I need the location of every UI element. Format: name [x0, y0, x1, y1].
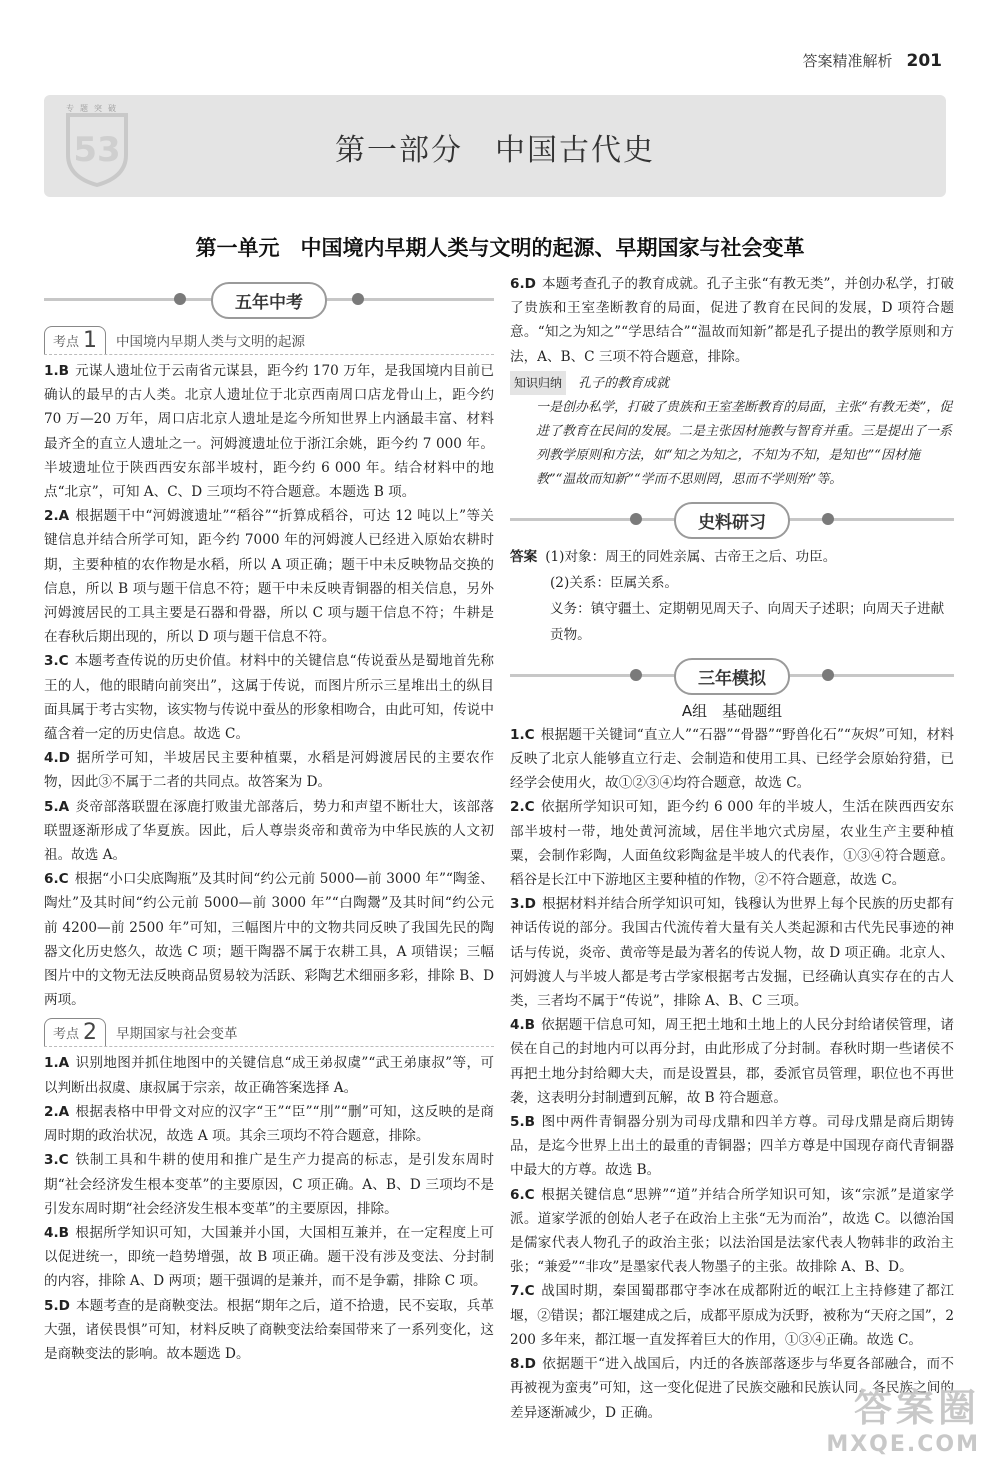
- section-title: 三年模拟: [674, 658, 790, 695]
- section-title: 五年中考: [211, 282, 327, 319]
- answer-item: 1.A 识别地图并抓住地图中的关键信息“成王弟叔虞”“武王弟康叔”等，可以判断出叔虞、康叔属于宗亲，故正确答案选择 A。: [44, 1055, 494, 1096]
- dot-icon: [822, 513, 834, 525]
- answer-item: 5.B 图中两件青铜器分别为司母戊鼎和四羊方尊。司母戊鼎是商后期铸品，是迄今世界上出土的最重的青铜器；四羊方尊是中国现存商代青铜器中最大的方尊。故选 B。: [510, 1114, 954, 1179]
- answer-item: 4.B 依据题干信息可知，周王把土地和土地上的人民分封给诸侯管理，诸侯在自己的封地内可以再分封，由此形成了分封制。春秋时期一些诸侯不再把土地分封给卿大夫，而是设置县，郡，委派官员管理，职位也不再世袭，这表明分封制遭到瓦解，故 B 符合题意。: [510, 1017, 954, 1106]
- site-watermark: [826, 1377, 980, 1457]
- answer-item: 1.B 元谋人遗址位于云南省元谋县，距今约 170 万年，是我国境内目前已确认的最早的古人类。北京人遗址位于北京西南周口店龙骨山上，距今约 70 万—20 万年，周口店北京人遗址是迄今所知世界上内涵最丰富、材料最齐全的直立人遗址之一。河姆渡遗址位于浙江余姚，距今约 7 000 年。半坡遗址位于陕西西安东部半坡村，距今约 6 000 年。结合材料中的地点“北京”，可知 A、C、D 三项均不符合题意。本题选 B 项。: [44, 363, 494, 501]
- answer-item: 3.C 铁制工具和牛耕的使用和推广是生产力提高的标志，是引发东周时期“社会经济发生根本变革”的主要原因，C 项正确。A、B、D 三项均不是引发东周时期“社会经济发生根本变革”的主要原因，排除。: [44, 1152, 494, 1217]
- topic-title: 中国境内早期人类与文明的起源: [116, 334, 306, 350]
- topic-title: 早期国家与社会变革: [116, 1026, 238, 1043]
- answer-label: 答案: [510, 548, 538, 565]
- section-history: [510, 498, 954, 540]
- dot-icon: [630, 513, 642, 525]
- page-number: 201: [906, 50, 942, 71]
- unit-title: 第一单元 中国境内早期人类与文明的起源、早期国家与社会变革: [195, 236, 805, 260]
- logo-text: 53: [73, 130, 121, 170]
- topic-2-answers: [44, 1051, 494, 1366]
- topic-badge: 考点 1: [44, 326, 106, 354]
- logo-tag: 专题突破: [66, 104, 122, 113]
- answer-item: 2.C 依据所学知识可知，距今约 6 000 年的半坡人，生活在陕西西安东部半坡村一带，地处黄河流域，居住半地穴式房屋，农业生产主要种植粟，会制作彩陶，人面鱼纹彩陶盆是半坡人的代表作，①③④符合题意。稻谷是长江中下游地区主要种植的作物，②不符合题意，故选 C。: [510, 799, 954, 889]
- right-column: [510, 272, 954, 1425]
- group-title: A组 基础题组: [681, 701, 783, 720]
- page-header: [802, 50, 942, 71]
- answer-item: 1.C 根据题干关键词“直立人”“石器”“骨器”“野兽化石”“灰烬”可知，材料反映了北京人能够直立行走、会制造和使用工具、已经学会原始狩猎，已经学会使用火，故①②③④均符合题意，故选 C。: [510, 726, 954, 792]
- answer-item: 6.C 根据“小口尖底陶瓶”及其时间“约公元前 5000—前 3000 年”“陶釜、陶灶”及其时间“约公元前 5000—前 3000 年”“白陶鬶”及其时间“约公元前 4200—前 2500 年”可知，三幅图片中的文物共同反映了我国先民的陶器文化历史悠久，故选 C 项；题干陶器不属于农耕工具，A 项错误；三幅图片中的文物无法反映商品贸易较为活跃、彩陶艺术细丽多彩，排除 B、D 两项。: [44, 871, 494, 1009]
- three-year-answers: [510, 723, 954, 1425]
- section-title: 史料研习: [674, 502, 790, 539]
- answer-item: 4.B 根据所学知识可知，大国兼并小国，大国相互兼并，在一定程度上可以促进统一，即统一趋势增强，故 B 项正确。题干没有涉及变法、分封制的内容，排除 A、D 两项；题干强调的是兼并，而不是争霸，排除 C 项。: [44, 1224, 494, 1290]
- watermark-main: 答案圈: [853, 1386, 980, 1430]
- answer-item: 8.D 依据题干“进入战国后，内迁的各族部落逐步与华夏各部融合，而不再被视为蛮夷”可知，这一变化促进了民族交融和民族认同，各民族之间的差异逐渐减少，D 正确。: [510, 1356, 954, 1421]
- knowledge-title: 孔子的教育成就: [578, 375, 670, 391]
- answer-item: 5.D 本题考查的是商鞅变法。根据“期年之后，道不拾遗，民不妄取，兵革大强，诸侯畏惧”可知，材料反映了商鞅变法给秦国带来了一系列变化，这是商鞅变法的影响。故本题选 D。: [44, 1297, 494, 1362]
- dot-icon: [174, 293, 186, 305]
- answer-item: 4.D 据所学可知，半坡居民主要种植粟，水稻是河姆渡居民的主要农作物，因此③不属于二者的共同点。故答案为 D。: [44, 750, 494, 791]
- part-banner: [44, 95, 946, 197]
- section-five-year: [44, 278, 494, 320]
- answer-item: 6.D 本题考查孔子的教育成就。孔子主张“有教无类”，并创办私学，打破了贵族和王室垄断教育的局面，促进了教育在民间的发展，D 项符合题意。“知之为知之”“学思结合”“温故而知新”都是孔子提出的教学原则和方法，A、B、C 三项不符合题意，排除。: [510, 276, 954, 365]
- answer-item: 3.C 本题考查传说的历史价值。材料中的关键信息“传说蚕丛是蜀地首先称王的人，他的眼睛向前突出”，这属于传说，而图片所示三星堆出土的纵目面具属于考古实物，该实物与传说中蚕丛的形象相吻合，由此可知，传说中蕴含着一定的历史信息。故选 C。: [44, 653, 494, 743]
- topic-1-header: [44, 326, 494, 355]
- watermark-url: MXQE.COM: [826, 1432, 980, 1457]
- topic-2-header: [44, 1018, 494, 1047]
- topic-badge: 考点 2: [44, 1018, 106, 1046]
- answer-item: 7.C 战国时期，秦国蜀郡郡守李冰在成都附近的岷江上主持修建了都江堰，②错误；都江堰建成之后，成都平原成为沃野，被称为“天府之国”，2 200 多年来，都江堰一直发挥着巨大的作用，①③④正确。故选 C。: [510, 1283, 954, 1348]
- answer-item: 3.D 根据材料并结合所学知识可知，钱穆认为世界上每个民族的历史都有神话传说的部分。我国古代流传着大量有关人类起源和古代先民事迹的神话与传说，炎帝、黄帝等是最为著名的传说人物，故 D 项正确。北京人、河姆渡人与半坡人都是考古学家根据考古发掘，已经确认真实存在的古人类，三者均不属于“传说”，排除 A、B、C 三项。: [510, 896, 954, 1010]
- answer-item: 6.C 根据关键信息“思辨”“道”并结合所学知识可知，该“宗派”是道家学派。道家学派的创始人老子在政治上主张“无为而治”，故选 C。以德治国是儒家代表人物孔子的政治主张；以法治国是法家代表人物韩非的政治主张；“兼爱”“非攻”是墨家代表人物墨子的主张。故排除 A、B、D。: [510, 1186, 954, 1276]
- header-section-label: 答案精准解析: [802, 52, 893, 70]
- left-column: [44, 272, 494, 1366]
- dot-icon: [352, 293, 364, 305]
- answer-item: 5.A 炎帝部落联盟在涿鹿打败蚩尤部落后，势力和声望不断壮大，该部落联盟逐渐形成了华夏族。因此，后人尊崇炎帝和黄帝为中华民族的人文初祖。故选 A。: [44, 798, 494, 864]
- answer-item: 2.A 根据表格中甲骨文对应的汉字“王”“臣”“刖”“删”可知，这反映的是商周时期的政治状况，故选 A 项。其余三项均不符合题意，排除。: [44, 1103, 494, 1145]
- section-three-year: [510, 654, 954, 696]
- dot-icon: [630, 669, 642, 681]
- knowledge-body: 一是创办私学，打破了贵族和王室垄断教育的局面，主张“有教无类”，促进了教育在民间的发展。二是主张因材施教与智育并重。三是提出了一系列教学原则和方法，如“知之为知之，不知为不知，是知也”“因材施教”“温故而知新”“学而不思则罔，思而不学则殆”等。: [536, 399, 953, 487]
- answer-item: 2.A 根据题干中“河姆渡遗址”“稻谷”“折算成稻谷，可达 12 吨以上”等关键信息并结合所学可知，距今约 7000 年的河姆渡人已经进入原始农耕时期，主要种植的农作物是水稻，所以 A 项正确；题干中未反映物品交换的信息，所以 B 项与题干信息不符；题干中未反映青铜器的相关信息，另外河姆渡居民的工具主要是石器和骨器，所以 C 项与题干信息不符；牛耕是在春秋后期出现的，所以 D 项与题干信息不符。: [44, 508, 494, 646]
- part-title: 第一部分 中国古代史: [335, 133, 655, 168]
- knowledge-label: 知识归纳: [510, 371, 566, 395]
- knowledge-summary: [510, 371, 954, 492]
- history-answer: 答案 (1)对象：周王的同姓亲属、古帝王之后、功臣。 (2)关系：臣属关系。 义务：镇守疆土、定期朝见周天子、向周天子述职；向周天子进献贡物。: [510, 548, 945, 643]
- dot-icon: [822, 669, 834, 681]
- topic-1-answers: [44, 359, 494, 1012]
